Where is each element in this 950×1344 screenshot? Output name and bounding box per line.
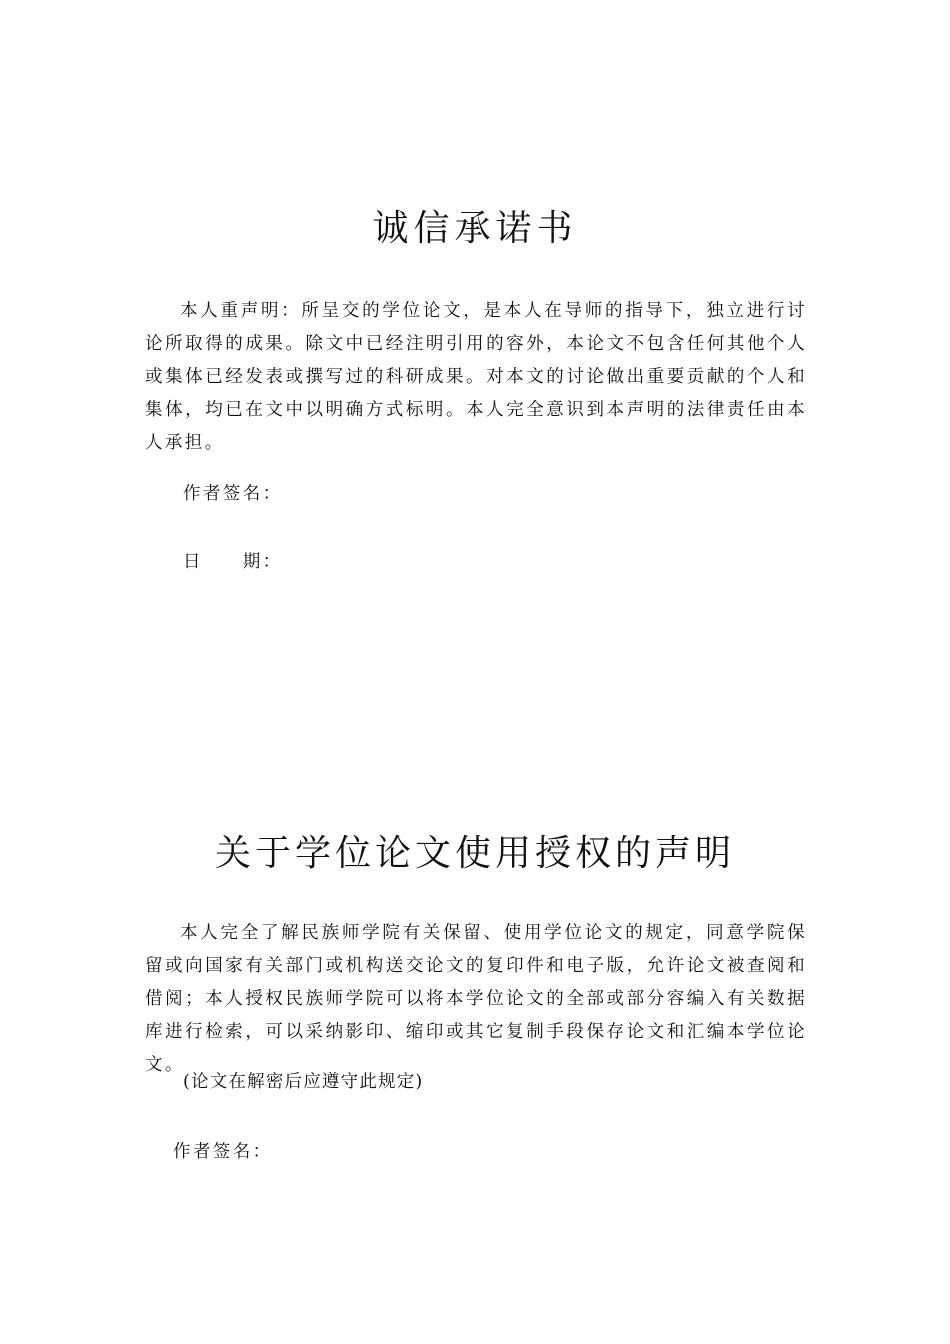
- authorization-statement-body: 本人完全了解民族师学院有关保留、使用学位论文的规定，同意学院保留或向国家有关部门或机构送交论文的复印件和电子版，允许论文被查阅和借阅；本人授权民族师学院可以将本学位论文的全部或部分容编入有关数据库进行检索，可以采纳影印、缩印或其它复制手段保存论文和汇编本学位论文。: [145, 923, 807, 1075]
- authorization-statement-title: 关于学位论文使用授权的声明: [214, 833, 735, 874]
- integrity-pledge-title: 诚信承诺书: [372, 208, 578, 249]
- integrity-pledge-date-label: 日 期：: [183, 552, 283, 572]
- authorization-statement-note: (论文在解密后应遵守此规定): [183, 1072, 424, 1092]
- integrity-pledge-body: 本人重声明：所呈交的学位论文，是本人在导师的指导下，独立进行讨论所取得的成果。除文中已经注明引用的容外，本论文不包含任何其他个人或集体已经发表或撰写过的科研成果。对本文的讨论做出重要贡献的个人和集体，均已在文中以明确方式标明。本人完全意识到本声明的法律责任由本人承担。: [145, 301, 807, 453]
- authorization-statement-signature-label: 作者签名：: [173, 1142, 273, 1162]
- integrity-pledge-signature-label: 作者签名：: [183, 484, 283, 504]
